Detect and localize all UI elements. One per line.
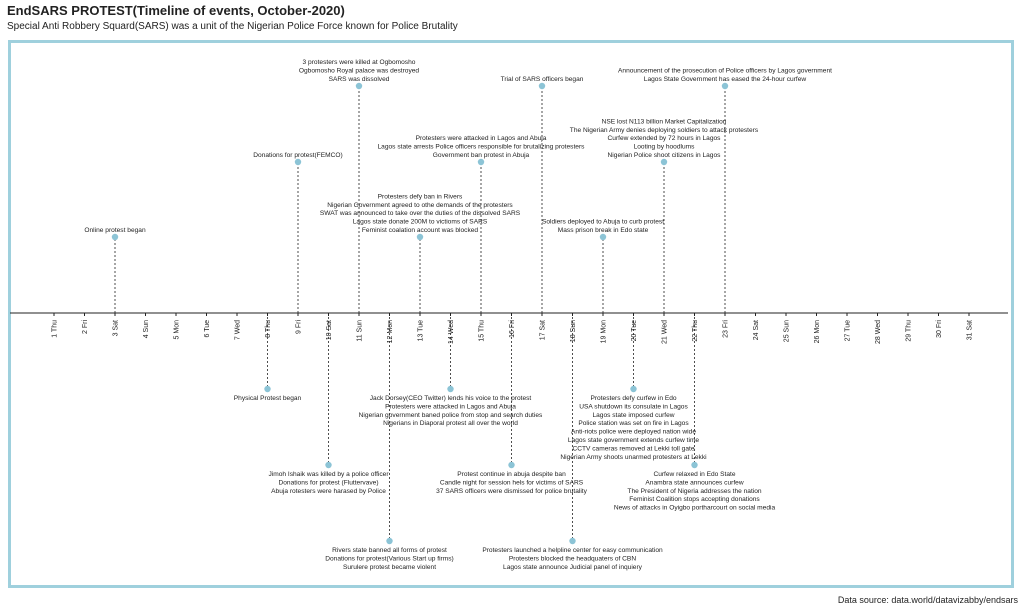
event-label: Protesters launched a helpline center for easy communication bbox=[482, 547, 663, 554]
event-label: Police station was set on fire in Lagos bbox=[578, 420, 689, 428]
data-source-note: Data source: data.world/datavizabby/endsars bbox=[837, 595, 1018, 605]
event-marker bbox=[569, 538, 575, 544]
event-label: Trial of SARS officers began bbox=[500, 76, 584, 83]
event-label: Mass prison break in Edo state bbox=[557, 227, 649, 234]
tick-label: 28 Wed bbox=[875, 320, 882, 344]
event-label: Lagos state government extends curfew time bbox=[567, 437, 700, 444]
tick-label: 26 Mon bbox=[814, 320, 821, 344]
event-marker bbox=[539, 83, 545, 89]
event-marker bbox=[508, 462, 514, 468]
event-label: Donations for protest(FEMCO) bbox=[253, 152, 343, 159]
event-label: Government ban protest in Abuja bbox=[432, 152, 530, 159]
event-label: The President of Nigeria addresses the nation bbox=[627, 487, 762, 495]
event-label: Nigerian Government agreed to othe demands of the protesters bbox=[327, 201, 513, 209]
event-label: Anti-riots police were deployed nation wide bbox=[571, 428, 696, 436]
event-label: Curfew relaxed in Edo State bbox=[653, 471, 736, 478]
tick-label: 30 Fri bbox=[936, 320, 943, 338]
event-label: Rivers state banned all forms of protest bbox=[332, 547, 447, 554]
event-marker bbox=[356, 83, 362, 89]
event-label: The Nigerian Army denies deploying soldiers to attack protesters bbox=[569, 126, 759, 134]
event-label: Anambra state announces curfew bbox=[645, 479, 744, 487]
event-marker bbox=[661, 159, 667, 165]
event-marker bbox=[630, 386, 636, 392]
event-label: Lagos state imposed curfew bbox=[592, 411, 675, 419]
event-label: Donations for protest (Fluttervave) bbox=[278, 479, 379, 487]
event-label: SWAT was announced to take over the duties of the dissolved SARS bbox=[319, 210, 521, 218]
event-label: Lagos State Government has eased the 24-hour curfew bbox=[643, 76, 807, 83]
event-marker bbox=[264, 386, 270, 392]
event-marker bbox=[386, 538, 392, 544]
tick-label: 13 Tue bbox=[417, 320, 425, 342]
chart-title: EndSARS PROTEST(Timeline of events, October-2020) bbox=[7, 3, 345, 18]
tick-label: 3 Sat bbox=[112, 320, 120, 337]
event-label: NSE lost N113 billion Market Capitalization bbox=[601, 118, 727, 126]
tick-label: 23 Fri bbox=[722, 320, 730, 338]
event-marker bbox=[691, 462, 697, 468]
event-label: Feminist Coalition stops accepting donations bbox=[629, 496, 760, 504]
tick-label: 10 Sat bbox=[326, 320, 333, 341]
event-label: Lagos state donate 200M to victioms of SARS bbox=[352, 218, 488, 226]
event-label: Feminist coalation account was blocked bbox=[361, 227, 479, 234]
event-label: Abuja rotesters were harased by Police bbox=[271, 487, 386, 495]
tick-label: 15 Thu bbox=[478, 320, 486, 342]
tick-label: 12 Mon bbox=[387, 320, 394, 344]
event-marker bbox=[325, 462, 331, 468]
event-label: Protesters were attacked in Lagos and Abuja bbox=[385, 403, 516, 411]
event-label: Nigerian Army shoots unarmed protesters at Lekki bbox=[560, 453, 707, 461]
tick-label: 2 Fri bbox=[82, 320, 89, 334]
event-label: Protesters blocked the headquaters of CBN bbox=[508, 555, 637, 563]
event-label: SARS was dissolved bbox=[328, 76, 390, 83]
event-marker bbox=[600, 234, 606, 240]
event-marker bbox=[295, 159, 301, 165]
tick-label: 31 Sat bbox=[966, 320, 974, 341]
tick-label: 18 Sun bbox=[570, 320, 577, 343]
tick-label: 9 Fri bbox=[295, 320, 303, 334]
tick-label: 8 Thu bbox=[265, 320, 272, 338]
event-label: Soldiers deployed to Abuja to curb protest bbox=[541, 218, 665, 226]
tick-label: 25 Sun bbox=[783, 320, 791, 343]
event-label: Looting by hoodlums bbox=[633, 143, 695, 151]
tick-label: 29 Thu bbox=[905, 320, 913, 342]
tick-label: 6 Tue bbox=[204, 320, 211, 338]
tick-label: 17 Sat bbox=[539, 320, 547, 341]
chart-subtitle: Special Anti Robbery Squard(SARS) was a unit of the Nigerian Police Force known for Police Brutality bbox=[7, 21, 458, 32]
event-marker bbox=[417, 234, 423, 240]
event-label: CCTV cameras removed at Lekki toll gate bbox=[572, 445, 695, 453]
event-label: Jack Dorsey(CEO Twitter) lends his voice to the protest bbox=[369, 395, 532, 402]
event-label: Curfew extended by 72 hours in Lagos bbox=[607, 135, 721, 143]
tick-label: 4 Sun bbox=[143, 320, 150, 339]
event-label: Ogbomosho Royal palace was destroyed bbox=[298, 67, 420, 75]
tick-label: 20 Tue bbox=[631, 320, 638, 342]
tick-label: 16 Fri bbox=[509, 320, 516, 338]
event-label: USA shutdown its consulate in Lagos bbox=[579, 403, 688, 411]
tick-label: 1 Thu bbox=[51, 320, 59, 338]
event-label: 37 SARS officers were dismissed for police brutality bbox=[436, 487, 587, 495]
event-label: Protesters were attacked in Lagos and Abuja bbox=[415, 135, 547, 143]
tick-label: 27 Tue bbox=[844, 320, 852, 342]
event-marker bbox=[447, 386, 453, 392]
tick-label: 7 Wed bbox=[234, 320, 242, 341]
event-label: Lagos state announce Judicial panel of inquiery bbox=[503, 563, 642, 571]
event-label: Jimoh Ishaik was killed by a police officer bbox=[268, 471, 389, 478]
tick-label: 14 Wed bbox=[448, 320, 455, 344]
event-marker bbox=[112, 234, 118, 240]
event-label: Lagos state arrests Police officers responsible for brutalizing protesters bbox=[377, 143, 585, 151]
tick-label: 11 Sun bbox=[356, 320, 364, 342]
event-label: Nigerians in Diaporal protest all over the world bbox=[383, 420, 518, 428]
tick-label: 5 Mon bbox=[173, 320, 181, 340]
event-label: Surulere protest became violent bbox=[342, 563, 437, 571]
event-label: Candle night for session hels for victims of SARS bbox=[439, 479, 584, 487]
event-label: Protest continue in abuja despite ban bbox=[457, 471, 566, 478]
event-marker bbox=[478, 159, 484, 165]
event-label: Protesters defy curfew in Edo bbox=[590, 395, 677, 402]
event-label: 3 protesters were killed at Ogbomosho bbox=[302, 59, 416, 67]
event-label: Protesters defy ban in Rivers bbox=[377, 193, 463, 201]
event-label: Physical Protest began bbox=[233, 395, 302, 402]
event-label: News of attacks in Oyigbo portharcourt on social media bbox=[613, 504, 776, 512]
event-label: Nigerian Police shoot citizens in Lagos bbox=[607, 152, 721, 159]
tick-label: 21 Wed bbox=[661, 320, 669, 344]
tick-label: 22 Thu bbox=[692, 320, 699, 342]
event-marker bbox=[722, 83, 728, 89]
event-label: Donations for protest(Various Start up firms) bbox=[325, 555, 454, 563]
event-label: Announcement of the prosecution of Police officers by Lagos government bbox=[618, 67, 832, 75]
tick-label: 19 Mon bbox=[600, 320, 608, 344]
tick-label: 24 Sat bbox=[753, 320, 760, 341]
event-label: Nigerian government baned police from stop and search duties bbox=[358, 411, 543, 419]
event-label: Online protest began bbox=[84, 227, 146, 234]
